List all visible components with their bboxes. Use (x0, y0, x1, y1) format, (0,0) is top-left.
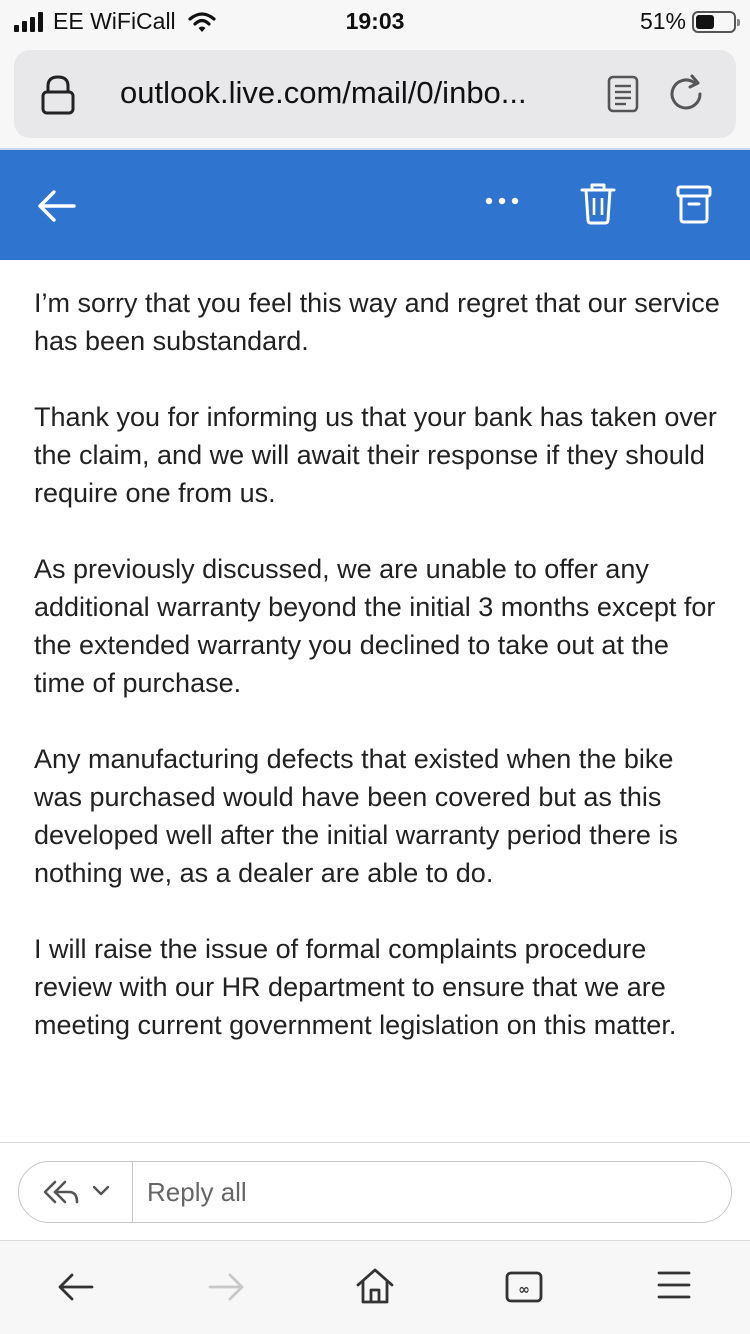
browser-toolbar (0, 40, 750, 148)
status-bar (0, 0, 750, 40)
url-text[interactable]: outlook.live.com/mail/0/inbo... (120, 75, 527, 110)
reply-box (18, 1161, 732, 1223)
email-paragraph: Any manufacturing defects that existed when the bike was purchased would have been covered but as this developed well after the initial warranty period there is nothing we, as a dealer are able to do. (34, 744, 678, 888)
email-paragraph: I’m sorry that you feel this way and regret that our service has been substandard. (34, 288, 720, 356)
lock-icon (38, 74, 78, 116)
address-bar[interactable] (14, 50, 736, 138)
reader-mode-icon[interactable] (606, 74, 640, 114)
reply-all-input[interactable]: Reply all (147, 1177, 247, 1207)
email-paragraph: Thank you for informing us that your bank has taken over the claim, and we will await their response if they should require one from us. (34, 402, 717, 508)
trash-icon[interactable] (578, 180, 618, 226)
battery-icon (692, 11, 736, 33)
back-icon[interactable] (56, 1269, 96, 1305)
reply-all-icon (41, 1178, 81, 1206)
forward-icon (206, 1269, 246, 1305)
more-options-icon[interactable] (484, 196, 520, 206)
chevron-down-icon (91, 1184, 111, 1198)
archive-icon[interactable] (675, 183, 713, 225)
email-body (0, 264, 750, 1142)
email-paragraph: I will raise the issue of formal complaints procedure review with our HR department to ensure that we are meeting current government legislation on this matter. (34, 934, 677, 1040)
email-paragraph: As previously discussed, we are unable to offer any additional warranty beyond the initial 3 months except for the extended warranty you declined to take out at the time of purchase. (34, 554, 716, 698)
reload-icon[interactable] (664, 72, 708, 116)
menu-icon[interactable] (656, 1269, 692, 1301)
mail-toolbar (0, 148, 750, 260)
clock: 19:03 (345, 8, 405, 34)
svg-text:∞: ∞ (518, 1282, 530, 1298)
carrier-name: EE WiFiCall (53, 8, 176, 34)
home-icon[interactable] (354, 1265, 396, 1307)
reply-bar (0, 1142, 750, 1240)
reply-action-selector[interactable] (19, 1162, 133, 1222)
battery-percent: 51% (639, 8, 686, 34)
back-arrow-icon[interactable] (34, 184, 80, 228)
browser-bottom-toolbar (0, 1240, 750, 1334)
tabs-icon[interactable] (504, 1267, 544, 1305)
